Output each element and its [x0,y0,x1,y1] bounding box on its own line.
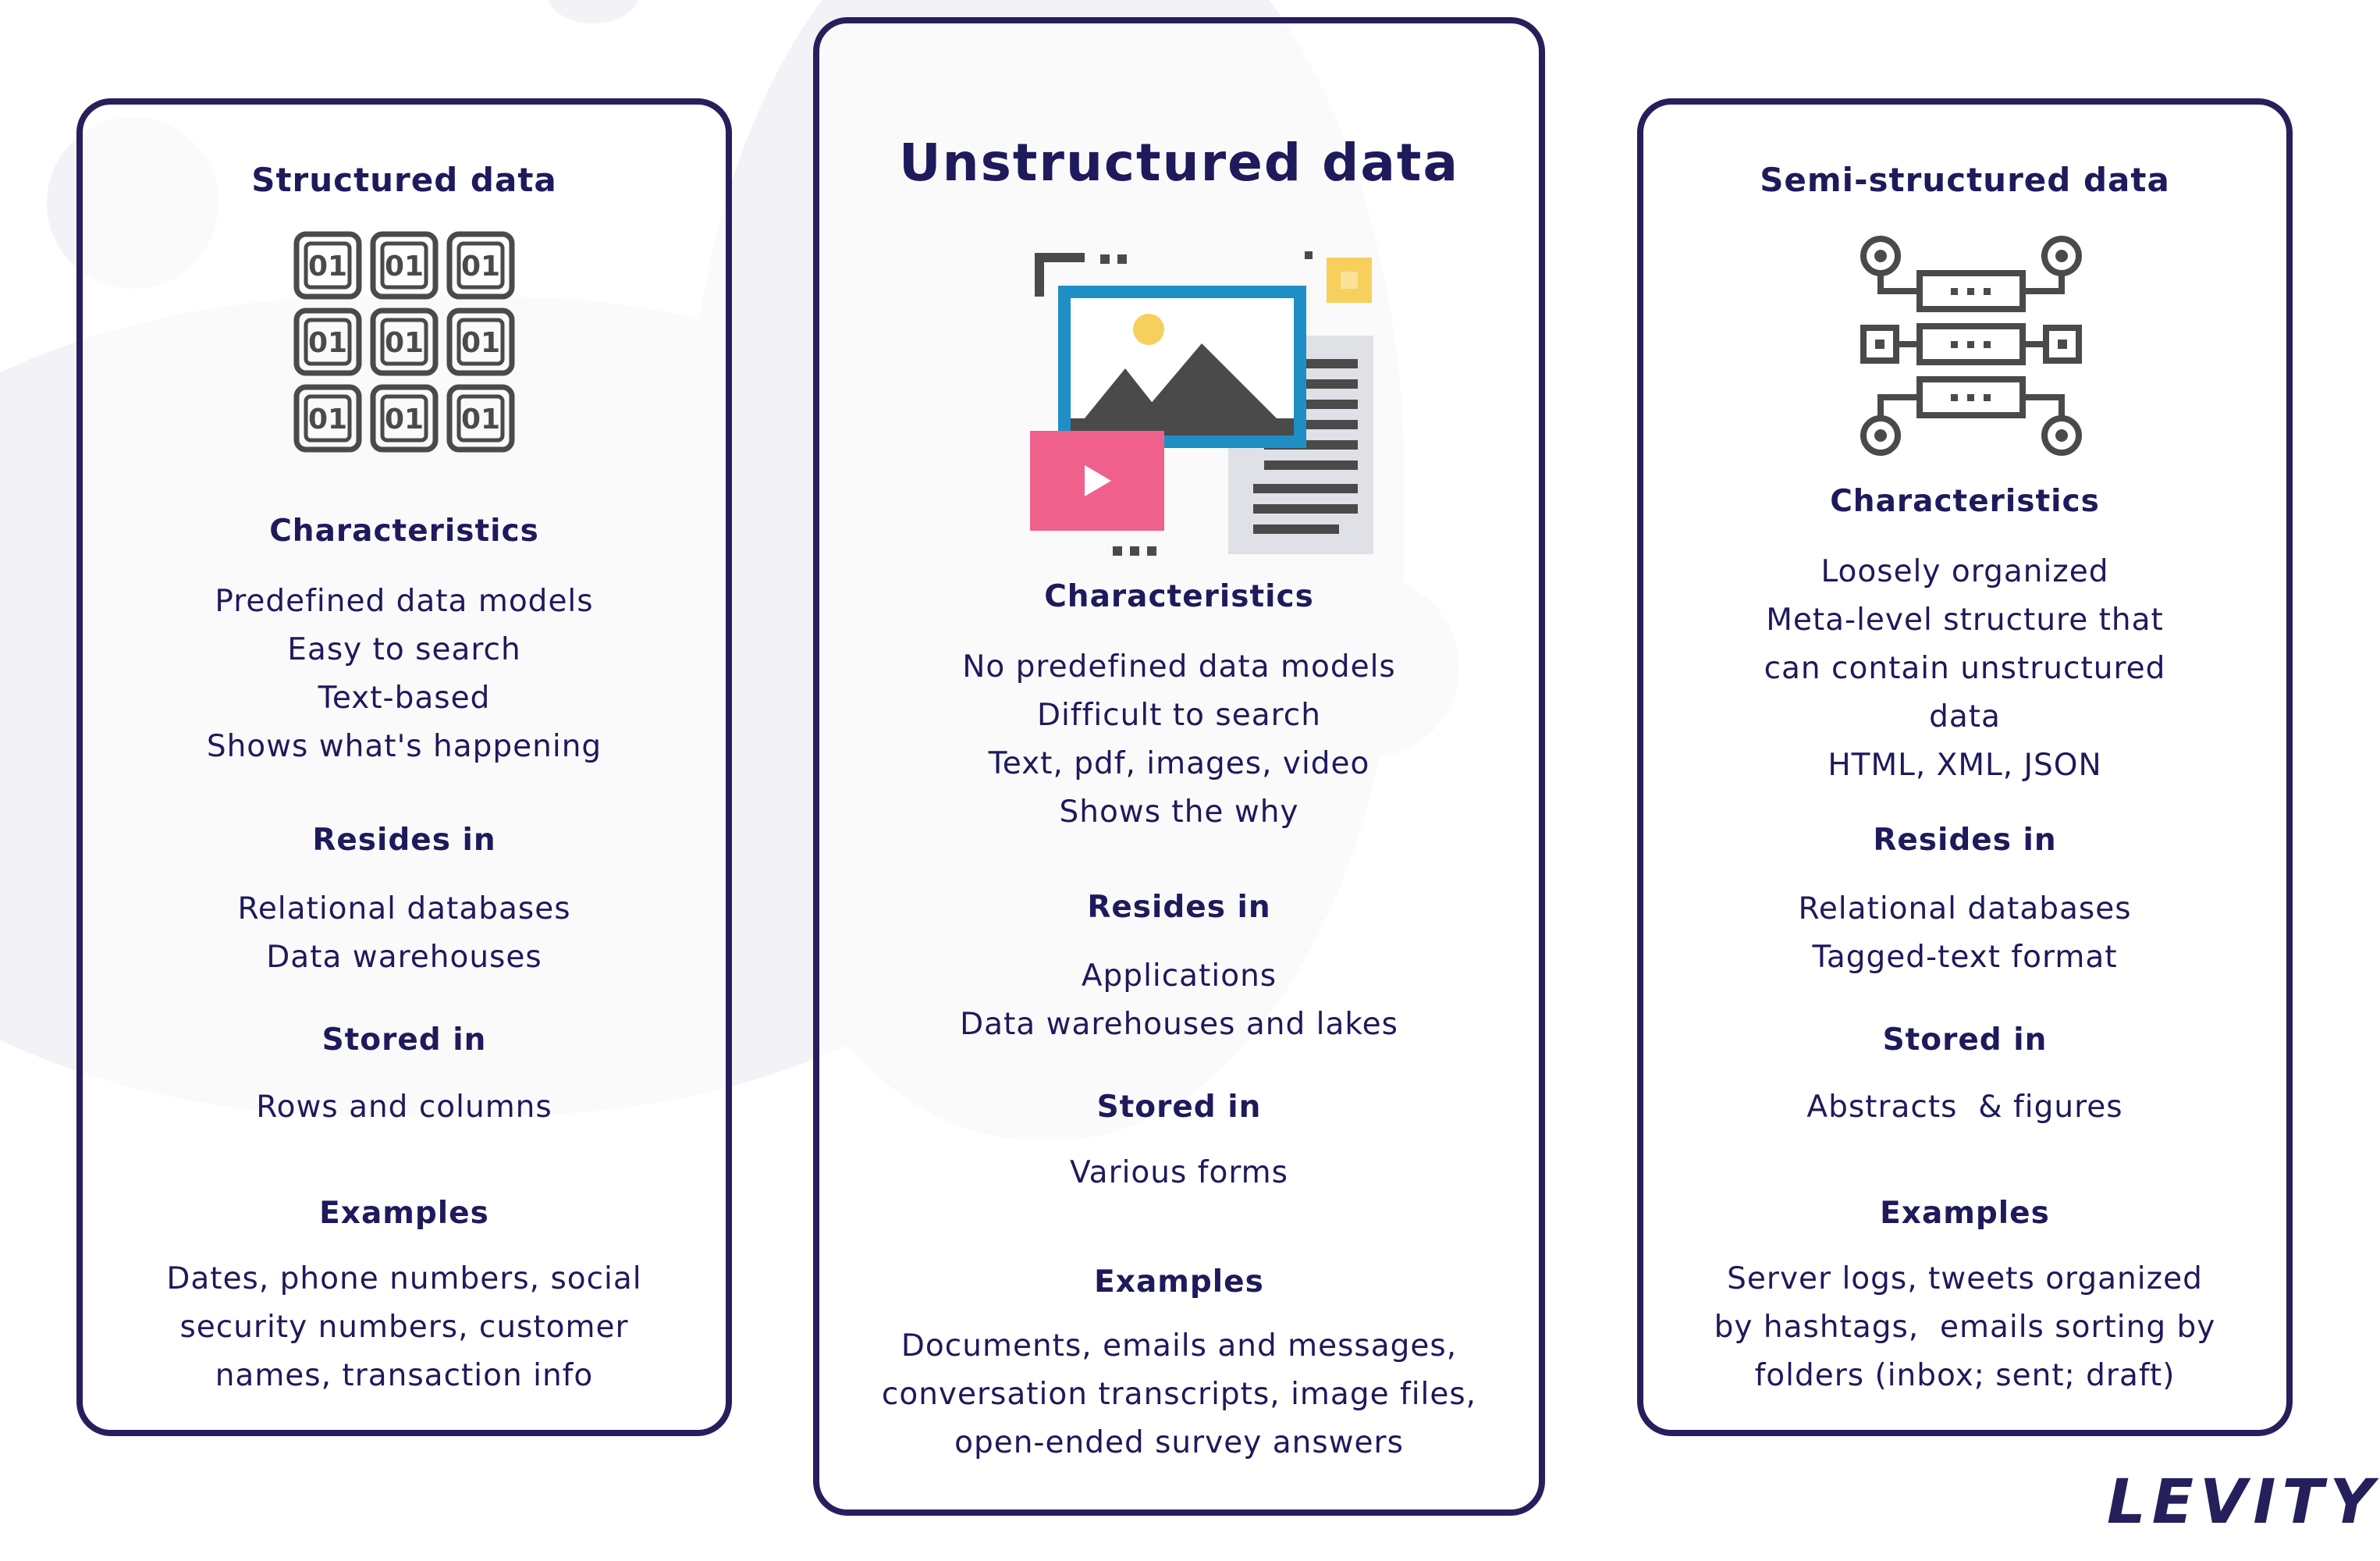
examples-text [1643,1255,2286,1400]
card-title: Unstructured data [898,133,1459,193]
resides-heading: Resides in [1087,890,1271,925]
characteristics-heading: Characteristics [1044,579,1314,614]
stored-list [1643,1083,2286,1132]
stored-heading: Stored in [1882,1022,2048,1058]
list-item: Various forms [1070,1155,1288,1190]
list-item: HTML, XML, JSON [1828,748,2102,783]
structured-data-card [76,98,732,1436]
list-item: Easy to search [287,632,521,667]
list-item: No predefined data models [962,649,1396,684]
list-item: Shows what's happening [206,729,602,764]
stored-heading: Stored in [321,1022,487,1058]
list-item: Rows and columns [256,1090,552,1125]
network-nodes-icon [1854,229,2088,464]
list-item: Meta-level structure that [1766,603,2164,638]
list-item: Text-based [318,681,491,716]
binary-cell-label: 01 [307,251,348,283]
list-item: data [1929,699,2001,734]
binary-cell-label: 01 [384,251,424,283]
examples-line: by hashtags, emails sorting by [1714,1310,2216,1345]
levity-logo: LEVITY [2107,1467,2380,1538]
card-title: Structured data [251,161,557,199]
examples-line: Dates, phone numbers, social [166,1261,642,1296]
resides-list [819,952,1539,1049]
examples-line: open-ended survey answers [954,1425,1404,1460]
characteristics-heading: Characteristics [269,514,539,549]
list-item: Shows the why [1059,795,1299,830]
examples-heading: Examples [1094,1264,1264,1300]
binary-cell-label: 01 [460,251,501,283]
resides-list [1643,885,2286,982]
examples-line: security numbers, customer [179,1310,629,1345]
resides-heading: Resides in [1873,823,2057,858]
resides-heading: Resides in [312,823,496,858]
examples-line: folders (inbox; sent; draft) [1754,1358,2176,1393]
list-item: Tagged-text format [1812,940,2118,975]
list-item: Text, pdf, images, video [988,746,1370,781]
examples-line: conversation transcripts, image files, [881,1377,1477,1412]
list-item: Difficult to search [1037,698,1321,733]
binary-cell-label: 01 [460,404,501,436]
stored-list [83,1083,726,1132]
examples-line: names, transaction info [215,1358,594,1393]
list-item: Applications [1081,958,1277,994]
examples-heading: Examples [319,1196,489,1231]
card-title: Semi-structured data [1760,161,2170,199]
characteristics-list [83,578,726,771]
list-item: Relational databases [1798,891,2132,926]
list-item: Data warehouses [266,940,542,975]
examples-heading: Examples [1880,1196,2050,1231]
binary-cell-label: 01 [307,404,348,436]
characteristics-list [819,643,1539,837]
list-item: Predefined data models [215,584,594,619]
examples-line: Documents, emails and messages, [900,1328,1458,1364]
binary-cell-label: 01 [460,327,501,359]
media-collage-icon [1030,234,1373,562]
stored-heading: Stored in [1096,1090,1262,1125]
examples-line: Server logs, tweets organized [1727,1261,2203,1296]
binary-cell-label: 01 [384,327,424,359]
examples-text [819,1322,1539,1467]
characteristics-list [1643,548,2286,790]
examples-text [83,1255,726,1400]
stored-list [819,1149,1539,1197]
list-item: Relational databases [237,891,571,926]
semi-structured-data-card [1637,98,2293,1436]
unstructured-data-card [813,17,1545,1516]
binary-cell-label: 01 [307,327,348,359]
resides-list [83,885,726,982]
list-item: Data warehouses and lakes [960,1007,1398,1042]
list-item: Abstracts & figures [1806,1090,2123,1125]
characteristics-heading: Characteristics [1830,484,2100,519]
list-item: can contain unstructured [1764,651,2166,686]
background-shape [546,0,640,23]
list-item: Loosely organized [1821,554,2109,589]
binary-cell-label: 01 [384,404,424,436]
binary-grid-icon [292,229,518,456]
